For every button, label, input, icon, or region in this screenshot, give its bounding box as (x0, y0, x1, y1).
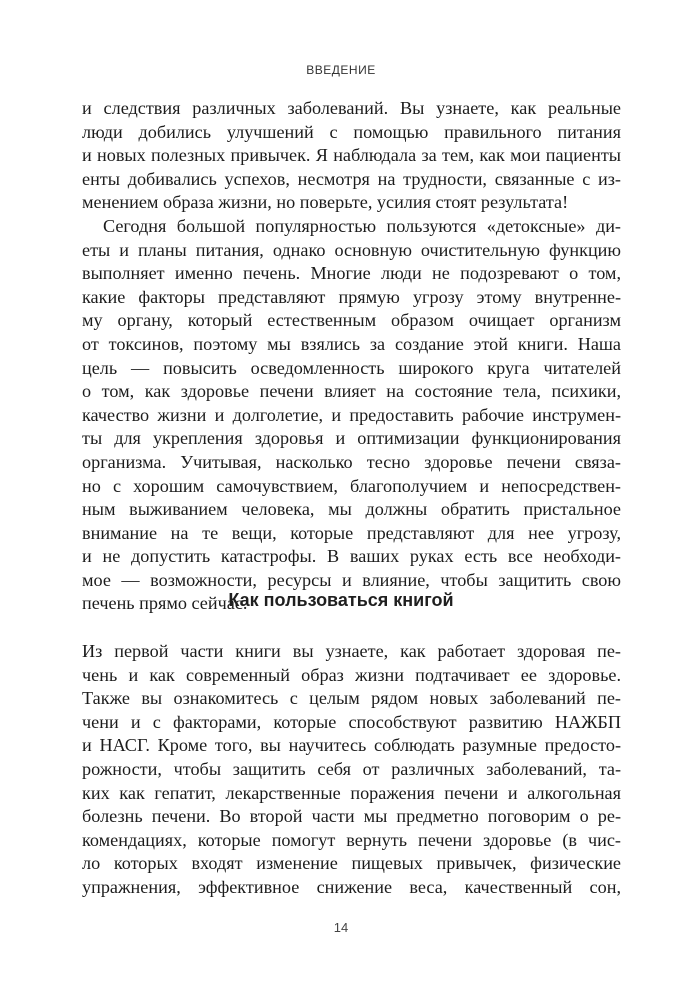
text-line: и следствия различных заболеваний. Вы узнаете, как реальные (82, 98, 621, 118)
text-line: качество жизни и долголетие, и предоставить рабочие инструмен- (82, 404, 621, 425)
text-line: Также вы ознакомитесь с целым рядом новых заболеваний пе- (82, 688, 621, 709)
text-line: печень прямо сейчас. (82, 593, 248, 614)
text-line: рожности, чтобы защитить себя от различных заболеваний, та- (82, 758, 621, 779)
text-line: люди добились улучшений с помощью правильного питания (82, 121, 621, 142)
page-number: 14 (333, 920, 349, 935)
text-line: от токсинов, поэтому мы взялись за создание этой книги. Наша (82, 333, 621, 354)
text-line: чени и с факторами, которые способствуют развитию НАЖБП (82, 711, 621, 732)
text-line: чень и как современный образ жизни подтачивает ее здоровье. (82, 664, 621, 685)
text-line: выполняет именно печень. Многие люди не подозревают о том, (82, 263, 621, 284)
text-line: комендациях, которые помогут вернуть печени здоровье (в чис- (82, 829, 621, 850)
section-heading: Как пользоваться книгой (228, 590, 454, 610)
text-line: и НАСГ. Кроме того, вы научитесь соблюдать разумные предосто- (82, 735, 621, 756)
text-line: и новых полезных привычек. Я наблюдала за тем, как мои пациенты (82, 145, 621, 166)
text-line: внимание на те вещи, которые представляют для нее угрозу, (82, 522, 621, 543)
text-line: енты добивались успехов, несмотря на трудности, связанные с из- (82, 168, 621, 189)
text-line: ным выживанием человека, мы должны обратить пристальное (82, 499, 621, 520)
text-line: му органу, который естественным образом очищает организм (82, 310, 621, 331)
text-line: какие факторы представляют прямую угрозу этому внутренне- (82, 286, 621, 307)
text-line: но с хорошим самочувствием, благополучием и непосредствен- (82, 475, 621, 496)
text-line: упражнения, эффективное снижение веса, качественный сон, (82, 876, 621, 897)
text-line: мое — возможности, ресурсы и влияние, чтобы защитить свою (82, 569, 621, 590)
paragraph (82, 215, 621, 616)
text-line: менением образа жизни, но поверьте, усилия стоят результата! (82, 192, 569, 213)
section-text (82, 640, 621, 900)
text-line: ты для укрепления здоровья и оптимизации функционирования (82, 428, 621, 449)
text-line: Сегодня большой популярностью пользуются «детоксные» ди- (103, 215, 621, 236)
text-line: еты и планы питания, однако основную очистительную функцию (82, 239, 621, 260)
intro-text (82, 97, 621, 616)
text-line: ких как гепатит, лекарственные поражения печени и алкогольная (82, 782, 621, 803)
paragraph (82, 97, 621, 215)
text-line: организма. Учитывая, насколько тесно здоровье печени связа- (82, 451, 621, 472)
text-line: и не допустить катастрофы. В ваших руках есть все необходи- (82, 546, 621, 567)
paragraph (82, 640, 621, 900)
text-line: ло которых входят изменение пищевых привычек, физические (82, 853, 621, 874)
text-line: Из первой части книги вы узнаете, как работает здоровая пе- (82, 641, 621, 661)
running-head: ВВЕДЕНИЕ (306, 63, 376, 77)
text-line: болезнь печени. Во второй части мы предметно поговорим о ре- (82, 806, 621, 827)
text-line: цель — повысить осведомленность широкого круга читателей (82, 357, 621, 378)
text-line: о том, как здоровье печени влияет на состояние тела, психики, (82, 381, 621, 402)
